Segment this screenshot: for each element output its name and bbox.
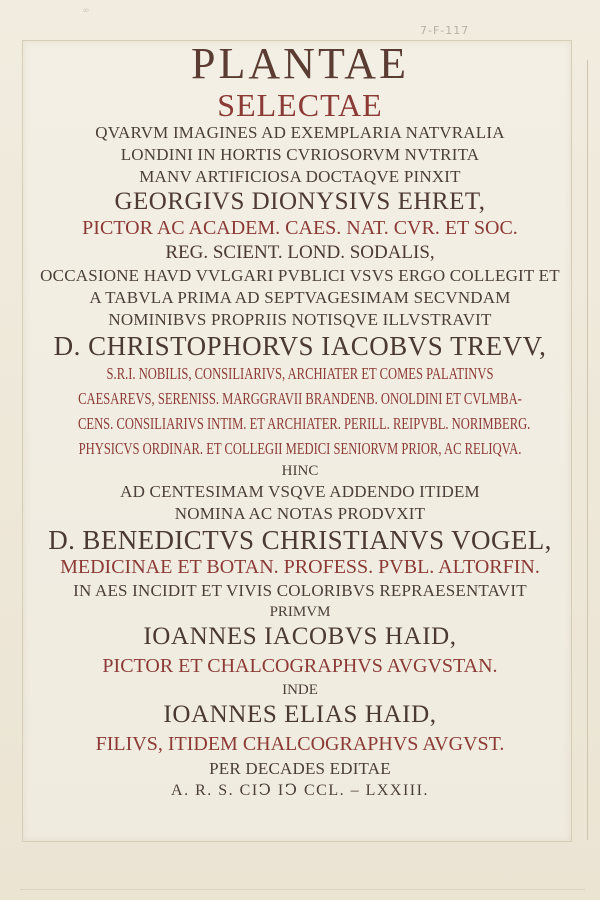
author-trew: D. CHRISTOPHORVS IACOBVS TREVV,	[53, 331, 547, 361]
body-line-inde: INDE	[282, 682, 318, 698]
subtitle-line: QVARVM IMAGINES AD EXEMPLARIA NATVRALIA	[95, 123, 505, 142]
imprint-date: A. R. S. CIↃ IↃ CCL. – LXXIII.	[171, 782, 429, 799]
engraver-title-line: PICTOR ET CHALCOGRAPHVS AVGVSTAN.	[102, 655, 498, 677]
trew-title-line: S.R.I. NOBILIS, CONSILIARIVS, ARCHIATER ET COMES PALATINVS	[106, 364, 494, 383]
author-vogel: D. BENEDICTVS CHRISTIANVS VOGEL,	[48, 525, 552, 555]
trew-title-line: CENS. CONSILIARIVS INTIM. ET ARCHIATER. PERILL. REIPVBL. NORIMBERG.	[78, 414, 531, 433]
subtitle-line: MANV ARTIFICIOSA DOCTAQVE PINXIT	[139, 167, 461, 186]
body-line: AD CENTESIMAM VSQVE ADDENDO ITIDEM	[120, 482, 480, 501]
author-title-line: REG. SCIENT. LOND. SODALIS,	[165, 242, 435, 263]
vogel-title-line: MEDICINAE ET BOTAN. PROFESS. PVBL. ALTORFIN.	[60, 556, 540, 578]
body-line: IN AES INCIDIT ET VIVIS COLORIBVS REPRAESENTAVIT	[73, 581, 527, 600]
corner-mark: ∞	[82, 6, 90, 16]
page-edge-bottom	[20, 889, 585, 890]
body-line: A TABVLA PRIMA AD SEPTVAGESIMAM SECVNDAM	[89, 288, 511, 307]
body-line-hinc: HINC	[281, 463, 319, 479]
author-ehret: GEORGIVS DIONYSIVS EHRET,	[114, 188, 486, 215]
body-line: NOMINA AC NOTAS PRODVXIT	[174, 504, 426, 523]
engraver-haid-son: IOANNES ELIAS HAID,	[163, 701, 437, 728]
engraver-haid-father: IOANNES IACOBVS HAID,	[143, 623, 457, 650]
title-page-text	[0, 40, 600, 802]
trew-title-line: PHYSICVS ORDINAR. ET COLLEGII MEDICI SENIORVM PRIOR, AC RELIQVA.	[78, 439, 522, 458]
author-title-line: PICTOR AC ACADEM. CAES. NAT. CVR. ET SOC.	[82, 217, 518, 239]
engraver-son-title-line: FILIVS, ITIDEM CHALCOGRAPHVS AVGVST.	[95, 733, 505, 755]
subtitle-line: LONDINI IN HORTIS CVRIOSORVM NVTRITA	[120, 145, 480, 164]
body-line: PER DECADES EDITAE	[209, 759, 391, 778]
title-plantae: PLANTAE	[191, 39, 409, 88]
pencil-shelfmark: 7-F-117	[420, 24, 470, 37]
title-selectae: SELECTAE	[217, 87, 383, 123]
trew-title-line: CAESAREVS, SERENISS. MARGGRAVII BRANDENB. ONOLDINI ET CVLMBA-	[78, 389, 522, 408]
body-line-primum: PRIMVM	[269, 604, 331, 620]
body-line: OCCASIONE HAVD VVLGARI PVBLICI VSVS ERGO COLLEGIT ET	[40, 266, 560, 285]
body-line: NOMINIBVS PROPRIIS NOTISQVE ILLVSTRAVIT	[108, 310, 492, 329]
